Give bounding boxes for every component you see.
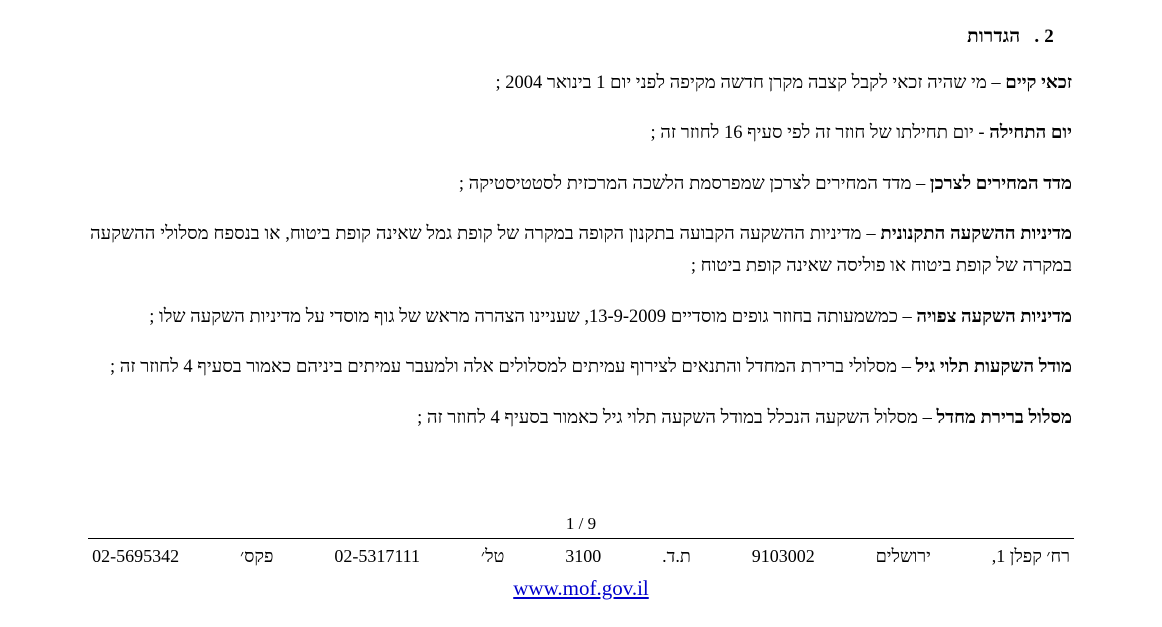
definition-text: – מי שהיה זכאי לקבל קצבה מקרן חדשה מקיפה לפני יום 1 בינואר 2004 ; xyxy=(495,72,1001,93)
definition-item xyxy=(90,67,1072,99)
address-tel-label: טל׳ xyxy=(480,546,505,566)
definition-text: – מדד המחירים לצרכן שמפרסמת הלשכה המרכזית לסטטיסטיקה ; xyxy=(458,173,926,194)
address-pobox-label: ת.ד. xyxy=(662,546,691,566)
definition-term: מדד המחירים לצרכן xyxy=(929,173,1072,194)
footer-divider xyxy=(88,538,1074,539)
definition-term: מדיניות ההשקעה התקנונית xyxy=(880,224,1072,244)
definition-text: – מדיניות ההשקעה הקבועה בתקנון הקופה במקרה של קופת גמל שאינה קופת ביטוח, או בנספח מסלולי ההשקעה במקרה של קופת ביטוח או פוליסה שאינה קופת ביטוח ; xyxy=(90,224,1072,276)
address-fax-label: פקס׳ xyxy=(240,546,274,566)
footer-address xyxy=(92,546,1070,567)
definition-term: מודל השקעות תלוי גיל xyxy=(915,357,1072,377)
section-title: הגדרות xyxy=(967,26,1021,47)
address-tel: 02-5317111 xyxy=(334,546,421,566)
definition-term: מדיניות השקעה צפויה xyxy=(916,306,1072,327)
definition-item xyxy=(90,168,1072,200)
definitions-list xyxy=(90,67,1072,434)
definition-text: – מסלולי ברירת המחדל והתנאים לצירוף עמיתים למסלולים אלה ולמעבר עמיתים ביניהם כאמור בסעיף 4 לחוזר זה ; xyxy=(110,357,911,377)
address-city: ירושלים xyxy=(875,546,931,566)
section-number: 2 . xyxy=(1034,26,1054,47)
definition-text: – כמשמעותה בחוזר גופים מוסדיים 13-9-2009, שעניינו הצהרה מראש של גוף מוסדי על מדיניות השקעה שלו ; xyxy=(149,306,912,327)
section-heading xyxy=(90,26,1072,48)
page-number: 1 / 9 xyxy=(565,514,597,533)
definition-text: – מסלול השקעה הנכלל במודל השקעה תלוי גיל כאמור בסעיף 4 לחוזר זה ; xyxy=(417,407,932,428)
definition-item xyxy=(90,218,1072,282)
definition-text: - יום תחילתו של חוזר זה לפי סעיף 16 לחוזר זה ; xyxy=(650,123,985,143)
definition-item xyxy=(90,351,1072,383)
definition-term: זכאי קיים xyxy=(1005,72,1072,93)
address-street: רח׳ קפלן 1, xyxy=(991,546,1070,566)
definition-term: יום התחילה xyxy=(989,123,1072,143)
address-zip: 9103002 xyxy=(751,546,815,566)
address-pobox: 3100 xyxy=(565,546,602,566)
page-footer xyxy=(0,514,1162,627)
website-line xyxy=(0,576,1162,601)
definition-term: מסלול ברירת מחדל xyxy=(936,407,1072,428)
definition-item xyxy=(90,301,1072,333)
address-fax: 02-5695342 xyxy=(92,546,180,566)
definition-item xyxy=(90,117,1072,149)
definition-item xyxy=(90,402,1072,434)
website-link[interactable]: www.mof.gov.il xyxy=(513,576,649,600)
